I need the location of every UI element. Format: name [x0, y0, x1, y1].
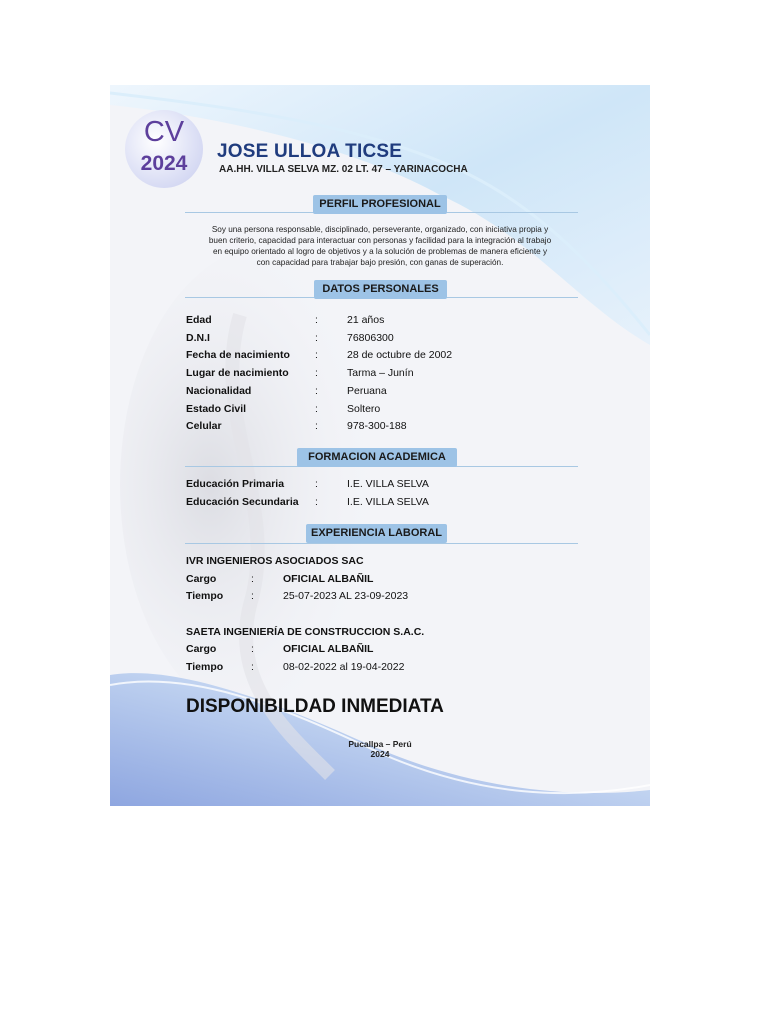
job-role: OFICIAL ALBAÑIL	[283, 573, 374, 585]
profile-line: con capacidad para trabajar bajo presión, con ganas de superación.	[256, 258, 504, 267]
personal-value: 21 años	[347, 314, 385, 326]
footer-year: 2024	[370, 749, 390, 759]
section-header-experience: EXPERIENCIA LABORAL	[306, 524, 447, 543]
education-value: I.E. VILLA SELVA	[347, 478, 429, 490]
job-time: 25-07-2023 AL 23-09-2023	[283, 590, 409, 602]
separator: :	[315, 349, 318, 361]
section-header-personal: DATOS PERSONALES	[314, 280, 447, 299]
separator: :	[315, 332, 318, 344]
section-divider	[185, 543, 578, 544]
profile-line: Soy una persona responsable, disciplinado, perseverante, organizado, con iniciativa propia y	[211, 225, 549, 234]
profile-summary	[185, 224, 575, 268]
education-label: Educación Primaria	[186, 478, 285, 490]
job-time: 08-02-2022 al 19-04-2022	[283, 661, 405, 673]
job-role-label: Cargo	[186, 573, 217, 585]
education-label: Educación Secundaria	[186, 496, 299, 508]
separator: :	[251, 643, 254, 655]
education-value: I.E. VILLA SELVA	[347, 496, 429, 508]
separator: :	[315, 496, 318, 508]
personal-value: Soltero	[347, 403, 381, 415]
personal-label: Estado Civil	[186, 403, 247, 415]
personal-value: 76806300	[347, 332, 394, 344]
personal-label: Edad	[186, 314, 212, 326]
footer-city: Pucallpa – Perú	[348, 739, 412, 749]
personal-label: Celular	[186, 420, 222, 432]
cv-badge-text: CV	[143, 116, 185, 148]
separator: :	[315, 367, 318, 379]
separator: :	[251, 573, 254, 585]
separator: :	[315, 403, 318, 415]
section-header-profile: PERFIL PROFESIONAL	[313, 195, 447, 214]
personal-value: 978-300-188	[347, 420, 407, 432]
candidate-address: AA.HH. VILLA SELVA MZ. 02 LT. 47 – YARINACOCHA	[219, 164, 468, 175]
personal-label: Fecha de nacimiento	[186, 349, 290, 361]
cv-page	[110, 85, 650, 806]
separator: :	[315, 420, 318, 432]
personal-value: Peruana	[347, 385, 387, 397]
section-header-education: FORMACION ACADEMICA	[297, 448, 457, 467]
job-role-label: Cargo	[186, 643, 217, 655]
personal-label: Nacionalidad	[186, 385, 252, 397]
personal-value: Tarma – Junín	[347, 367, 414, 379]
profile-line: en equipo orientado al logro de objetivos y a la solución de problemas de manera eficiente y	[212, 247, 548, 256]
separator: :	[251, 590, 254, 602]
separator: :	[251, 661, 254, 673]
personal-value: 28 de octubre de 2002	[347, 349, 453, 361]
availability-statement: DISPONIBILDAD INMEDIATA	[186, 696, 444, 717]
personal-label: D.N.I	[186, 332, 210, 344]
profile-line: buen criterio, capacidad para interactuar con personas y facilidad para la integración al trabajo	[208, 236, 552, 245]
job-company: IVR INGENIEROS ASOCIADOS SAC	[186, 555, 364, 567]
separator: :	[315, 314, 318, 326]
candidate-name: JOSE ULLOA TICSE	[217, 141, 403, 162]
job-time-label: Tiempo	[186, 661, 224, 673]
separator: :	[315, 385, 318, 397]
personal-label: Lugar de nacimiento	[186, 367, 289, 379]
cv-badge-year: 2024	[140, 152, 188, 175]
job-role: OFICIAL ALBAÑIL	[283, 643, 374, 655]
job-company: SAETA INGENIERÍA DE CONSTRUCCION S.A.C.	[186, 626, 425, 638]
job-time-label: Tiempo	[186, 590, 224, 602]
separator: :	[315, 478, 318, 490]
